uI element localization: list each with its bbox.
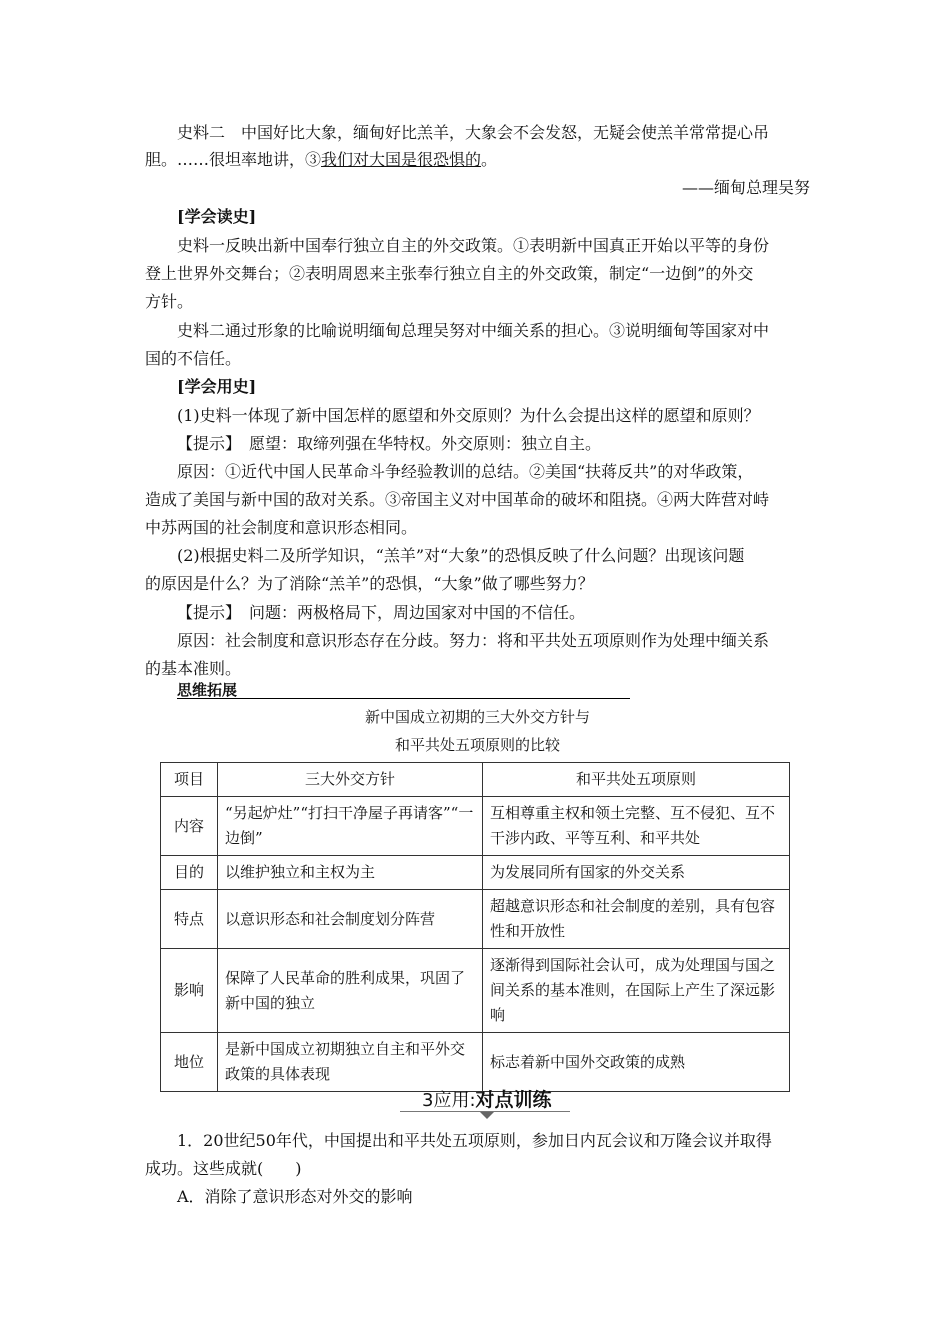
exercise-option-a[interactable]: A．消除了意识形态对外交的影响 — [177, 1187, 413, 1206]
header-three-policies: 三大外交方针 — [218, 763, 483, 797]
row-policies: 保障了人民革命的胜利成果，巩固了新中国的独立 — [218, 949, 483, 1033]
banner-arrow-icon — [480, 1112, 494, 1119]
learn-use-q2-reason-line1: 原因：社会制度和意识形态存在分歧。努力：将和平共处五项原则作为处理中缅关系 — [177, 631, 770, 650]
source2-underlined: 我们对大国是很恐惧的 — [321, 150, 482, 169]
exercise-q1-line1: 1．20世纪50年代，中国提出和平共处五项原则，参加日内瓦会议和万隆会议并取得 — [177, 1131, 772, 1150]
source2-line2 — [145, 147, 810, 173]
learn-use-q2-hint: 【提示】 问题：两极格局下，周边国家对中国的不信任。 — [177, 603, 586, 622]
learn-use-q2-reason-line2: 的基本准则。 — [145, 659, 242, 678]
learn-read-p1-line2: 登上世界外交舞台；②表明周恩来主张奉行独立自主的外交政策，制定“一边倒”的外交 — [145, 264, 754, 283]
table-title-line1: 新中国成立初期的三大外交方针与 — [364, 708, 590, 726]
table-title-line2: 和平共处五项原则的比较 — [394, 736, 560, 754]
learn-read-heading: [学会读史] — [177, 207, 257, 226]
table-row — [161, 856, 790, 890]
learn-use-q1-reason-line2: 造成了美国与新中国的敌对关系。③帝国主义对中国革命的破坏和阻挠。④两大阵营对峙 — [145, 490, 770, 509]
row-item: 特点 — [161, 890, 218, 949]
extension-heading — [177, 680, 630, 699]
practice-banner — [400, 1083, 570, 1123]
row-item: 目的 — [161, 856, 218, 890]
row-item: 影响 — [161, 949, 218, 1033]
header-item: 项目 — [161, 763, 218, 797]
source2-line2-post: 。 — [481, 150, 498, 169]
banner-prefix: 应用: — [433, 1090, 476, 1111]
source2-attribution: ——缅甸总理吴努 — [681, 178, 810, 197]
learn-read-p2-line2: 国的不信任。 — [145, 349, 242, 368]
row-policies: 以意识形态和社会制度划分阵营 — [218, 890, 483, 949]
source2-line2-pre: 胆。……很坦率地讲，③ — [145, 150, 322, 169]
row-policies: 以维护独立和主权为主 — [218, 856, 483, 890]
learn-read-p2-line1: 史料二通过形象的比喻说明缅甸总理吴努对中缅关系的担心。③说明缅甸等国家对中 — [177, 321, 770, 340]
comparison-table — [160, 762, 790, 1092]
learn-use-q1-reason-line3: 中苏两国的社会制度和意识形态相同。 — [145, 518, 418, 537]
banner-number: 3 — [422, 1090, 434, 1111]
learn-read-p1-line3: 方针。 — [145, 292, 194, 311]
learn-read-p1-line1: 史料一反映出新中国奉行独立自主的外交政策。①表明新中国真正开始以平等的身份 — [177, 236, 770, 255]
table-row — [161, 797, 790, 856]
header-five-principles: 和平共处五项原则 — [483, 763, 790, 797]
table-header-row — [161, 763, 790, 797]
row-policies: “另起炉灶”“打扫干净屋子再请客”“一边倒” — [218, 797, 483, 856]
learn-use-q1-hint: 【提示】 愿望：取缔列强在华特权。外交原则：独立自主。 — [177, 434, 602, 453]
table-row — [161, 890, 790, 949]
row-principles: 标志着新中国外交政策的成熟 — [483, 1033, 790, 1092]
learn-use-q1-reason-line1: 原因：①近代中国人民革命斗争经验教训的总结。②美国“扶蒋反共”的对华政策， — [177, 462, 754, 481]
banner-title: 对点训练 — [475, 1089, 552, 1111]
source2-line1: 史料二 中国好比大象，缅甸好比羔羊，大象会不会发怒，无疑会使羔羊常常提心吊 — [177, 123, 770, 142]
row-item: 地位 — [161, 1033, 218, 1092]
row-principles: 为发展同所有国家的外交关系 — [483, 856, 790, 890]
row-item: 内容 — [161, 797, 218, 856]
row-principles: 超越意识形态和社会制度的差别，具有包容性和开放性 — [483, 890, 790, 949]
learn-use-heading: [学会用史] — [177, 377, 257, 396]
row-principles: 互相尊重主权和领土完整、互不侵犯、互不干涉内政、平等互利、和平共处 — [483, 797, 790, 856]
row-principles: 逐渐得到国际社会认可，成为处理国与国之间关系的基本准则，在国际上产生了深远影响 — [483, 949, 790, 1033]
learn-use-q2-line2: 的原因是什么？为了消除“羔羊”的恐惧，“大象”做了哪些努力？ — [145, 574, 594, 593]
exercise-q1-line2: 成功。这些成就( ) — [145, 1159, 302, 1178]
table-row — [161, 949, 790, 1033]
learn-use-q2-line1: (2)根据史料二及所学知识，“羔羊”对“大象”的恐惧反映了什么问题？出现该问题 — [177, 546, 745, 565]
banner-text — [422, 1085, 552, 1112]
row-policies: 是新中国成立初期独立自主和平外交政策的具体表现 — [218, 1033, 483, 1092]
extension-heading-text: 思维拓展 — [177, 681, 238, 699]
learn-use-q1: (1)史料一体现了新中国怎样的愿望和外交原则？为什么会提出这样的愿望和原则？ — [177, 406, 760, 425]
